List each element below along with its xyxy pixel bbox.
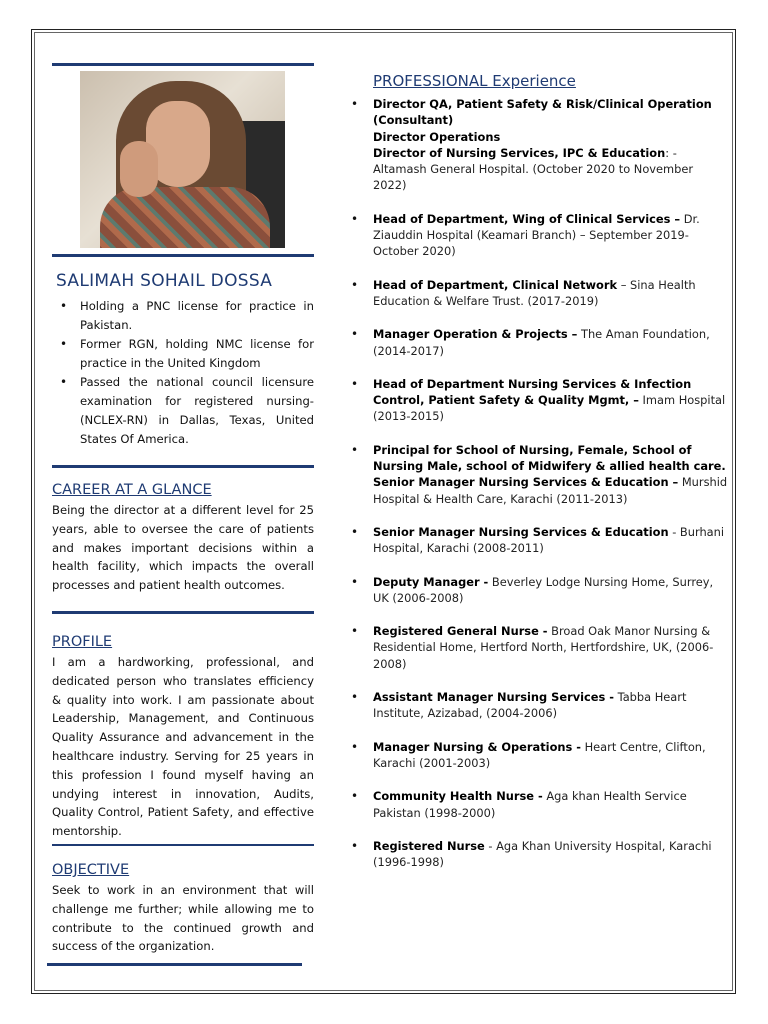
profile-photo: [80, 71, 285, 248]
experience-item: [373, 689, 728, 722]
experience-item: [373, 623, 728, 672]
experience-detail: Aga khan Health Service Pakistan (1998-2000): [373, 789, 687, 820]
experience-role: Director QA, Patient Safety & Risk/Clinical Operation (Consultant): [373, 97, 712, 128]
experience-detail: Imam Hospital (2013-2015): [373, 393, 726, 424]
experience-role: Director of Nursing Services, IPC & Education: [373, 145, 666, 160]
experience-detail: – Sina Health Education & Welfare Trust. (2017-2019): [373, 277, 696, 308]
experience-list: [373, 96, 728, 870]
profile-text: I am a hardworking, professional, and dedicated person who translates efficiency & quality into work. I am passionate about Leadership, Management, and Continuous Quality Assurance and advancement in the healthcare industry. Serving for 25 years in this profession I found myself having an undying interest in innovation, Audits, Quality Control, Patient Safety, and effective mentorship.: [52, 654, 314, 839]
right-column: [373, 72, 728, 887]
experience-role: Senior Manager Nursing Services & Education: [373, 524, 669, 539]
divider: [52, 254, 314, 257]
experience-role: Head of Department, Wing of Clinical Services –: [373, 211, 681, 226]
section-title: PROFILE: [52, 633, 113, 650]
experience-role: Manager Nursing & Operations -: [373, 739, 581, 754]
experience-role: Community Health Nurse -: [373, 789, 543, 804]
license-list: [52, 297, 314, 449]
divider: [52, 844, 314, 846]
experience-detail: Broad Oak Manor Nursing & Residential Home, Hertford North, Hertfordshire, UK, (2006-2008): [373, 624, 714, 671]
experience-role: Senior Manager Nursing Services & Education –: [373, 475, 679, 490]
experience-item: [373, 788, 728, 821]
experience-detail: Murshid Hospital & Health Care, Karachi (2011-2013): [373, 475, 728, 506]
list-item: • Holding a PNC license for practice in Pakistan.: [80, 297, 314, 335]
section-title: PROFESSIONAL Experience: [373, 72, 576, 90]
experience-role: Deputy Manager -: [373, 574, 489, 589]
career-section: [52, 482, 314, 595]
experience-role: Director Operations: [373, 129, 501, 144]
objective-text: Seek to work in an environment that will challenge me further; while allowing me to contribute to the continued growth and success of the organization.: [52, 882, 314, 954]
experience-item: [373, 442, 728, 507]
experience-detail: : - Altamash General Hospital. (October 2020 to November 2022): [373, 145, 694, 193]
experience-role: Principal for School of Nursing, Female, School of Nursing Male, school of Midwifery & allied health care.: [373, 442, 726, 474]
list-item: • Passed the national council licensure examination for registered nursing-(NCLEX-RN) in Dallas, Texas, United States Of America.: [80, 373, 314, 449]
experience-detail: - Aga Khan University Hospital, Karachi (1996-1998): [373, 838, 712, 870]
experience-detail: Beverley Lodge Nursing Home, Surrey, UK (2006-2008): [373, 574, 714, 605]
experience-item: [373, 96, 728, 194]
divider: [52, 465, 314, 468]
experience-detail: Dr. Ziauddin Hospital (Keamari Branch) – September 2019-October 2020): [373, 211, 700, 259]
experience-detail: - Burhani Hospital, Karachi (2008-2011): [373, 524, 725, 556]
experience-item: [373, 376, 728, 425]
experience-item: [373, 838, 728, 871]
divider: [47, 963, 302, 966]
experience-item: [373, 277, 728, 310]
experience-role: Head of Department, Clinical Network: [373, 277, 618, 292]
divider: [52, 611, 314, 614]
section-title: CAREER AT A GLANCE: [52, 482, 212, 498]
experience-role: Registered General Nurse -: [373, 624, 548, 639]
experience-item: [373, 326, 728, 359]
candidate-name: SALIMAH SOHAIL DOSSA: [56, 271, 273, 291]
experience-role: Head of Department Nursing Services & Infection Control, Patient Safety & Quality Mgmt, –: [373, 376, 692, 408]
experience-detail: The Aman Foundation, (2014-2017): [373, 327, 710, 358]
left-column: [52, 63, 314, 966]
experience-item: [373, 739, 728, 772]
experience-role: Assistant Manager Nursing Services -: [373, 690, 614, 705]
divider: [52, 63, 314, 66]
experience-item: [373, 574, 728, 607]
objective-section: [52, 862, 314, 956]
section-title: OBJECTIVE: [52, 861, 130, 878]
profile-section: [52, 634, 314, 841]
experience-item: [373, 211, 728, 260]
experience-detail: Tabba Heart Institute, Azizabad, (2004-2006): [373, 690, 687, 721]
experience-item: [373, 524, 728, 557]
career-text: Being the director at a different level for 25 years, able to oversee the care of patients and makes important decisions within a health facility, which impacts the overall processes and patient health outcomes.: [52, 503, 314, 593]
list-item: • Former RGN, holding NMC license for practice in the United Kingdom: [80, 335, 314, 373]
experience-detail: Heart Centre, Clifton, Karachi (2001-2003): [373, 739, 706, 770]
experience-role: Manager Operation & Projects –: [373, 327, 578, 342]
experience-role: Registered Nurse: [373, 838, 485, 853]
